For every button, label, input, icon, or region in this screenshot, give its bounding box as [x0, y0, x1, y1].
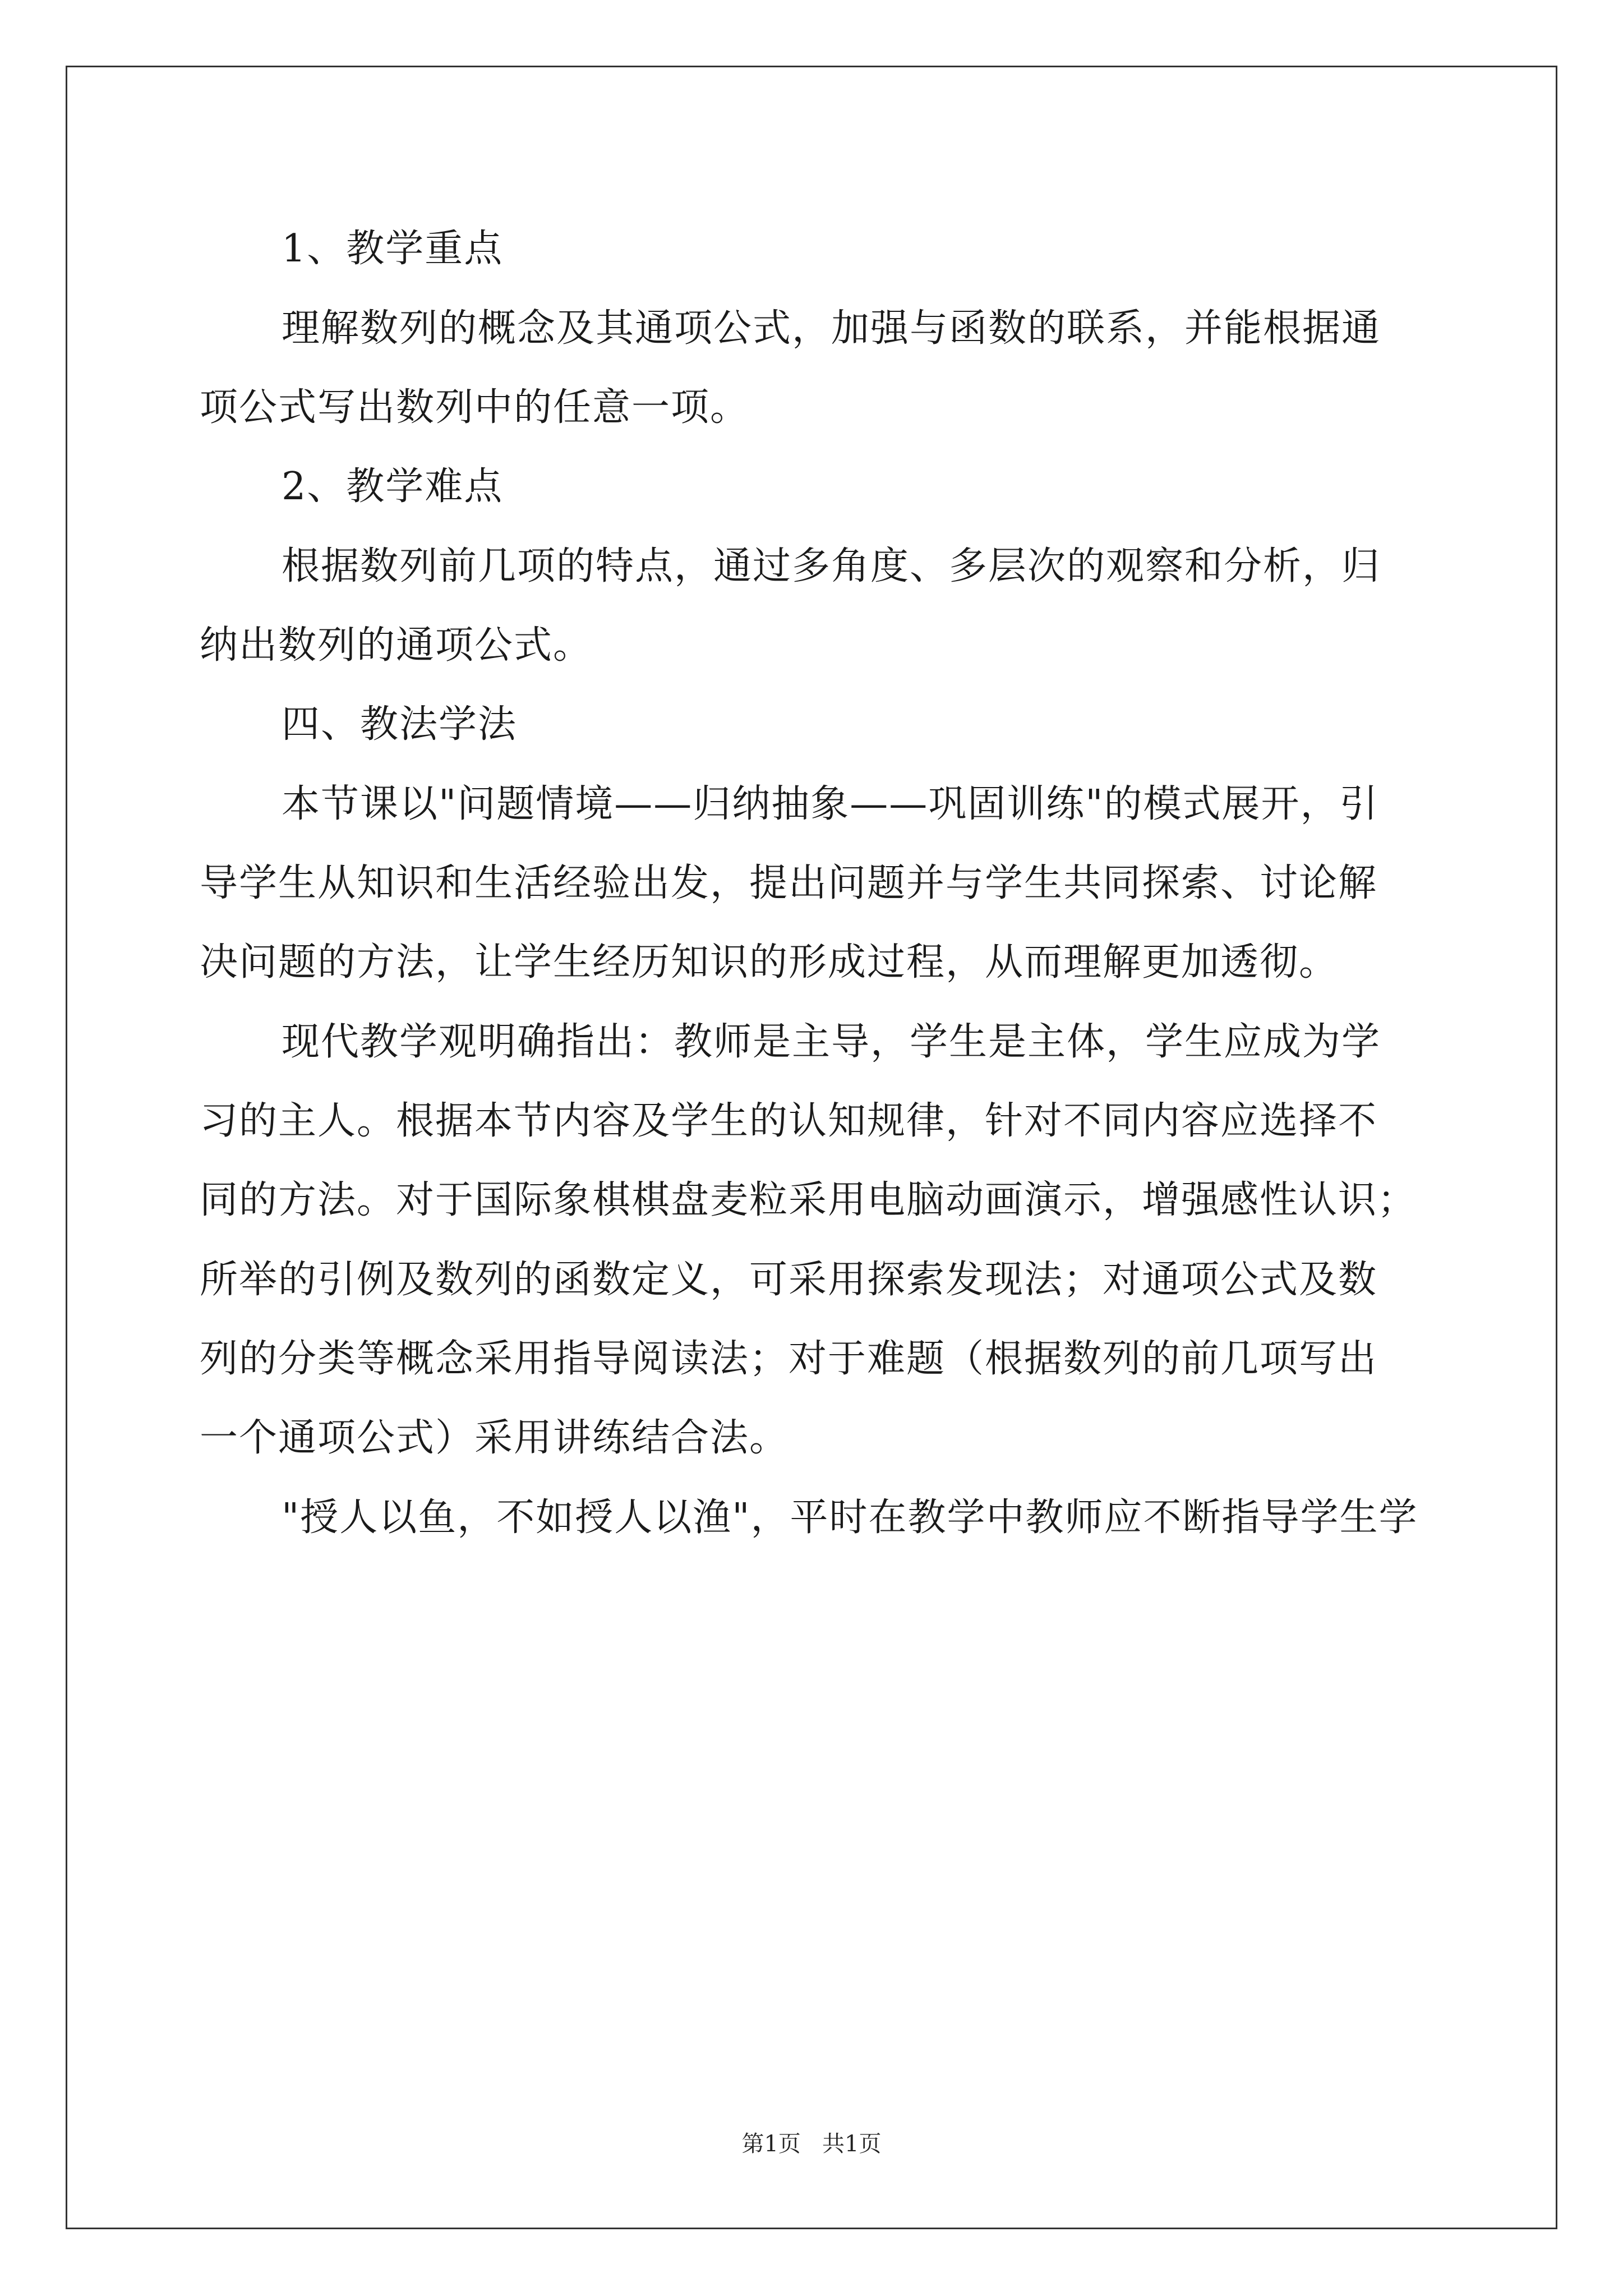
paragraph-line: 一个通项公式）采用讲练结合法。: [200, 1416, 789, 1460]
paragraph-line: "授人以鱼，不如授人以渔"，平时在教学中教师应不断指导学生学: [282, 1496, 1418, 1540]
heading-teaching-focus: 1、教学重点: [282, 227, 504, 271]
paragraph-line: 习的主人。根据本节内容及学生的认知规律，针对不同内容应选择不: [200, 1099, 1378, 1143]
paragraph-line: 列的分类等概念采用指导阅读法；对于难题（根据数列的前几项写出: [200, 1337, 1378, 1381]
paragraph-line: 理解数列的概念及其通项公式，加强与函数的联系，并能根据通: [282, 306, 1381, 351]
paragraph-line: 现代教学观明确指出：教师是主导，学生是主体，学生应成为学: [282, 1020, 1381, 1064]
paragraph-line: 本节课以"问题情境——归纳抽象——巩固训练"的模式展开，引: [282, 782, 1379, 826]
heading-teaching-methods: 四、教法学法: [282, 702, 518, 747]
page-number-footer: 第1页 共1页: [741, 2131, 882, 2157]
heading-teaching-difficulty: 2、教学难点: [282, 464, 504, 509]
paragraph-line: 纳出数列的通项公式。: [200, 623, 593, 668]
paragraph-line: 根据数列前几项的特点，通过多角度、多层次的观察和分析，归: [282, 544, 1381, 588]
paragraph-line: 所举的引例及数列的函数定义，可采用探索发现法；对通项公式及数: [200, 1258, 1378, 1302]
paragraph-line: 决问题的方法，让学生经历知识的形成过程，从而理解更加透彻。: [200, 940, 1339, 984]
paragraph-line: 导学生从知识和生活经验出发，提出问题并与学生共同探索、讨论解: [200, 861, 1378, 905]
paragraph-line: 项公式写出数列中的任意一项。: [200, 385, 750, 430]
paragraph-line: 同的方法。对于国际象棋棋盘麦粒采用电脑动画演示，增强感性认识；: [200, 1178, 1417, 1222]
